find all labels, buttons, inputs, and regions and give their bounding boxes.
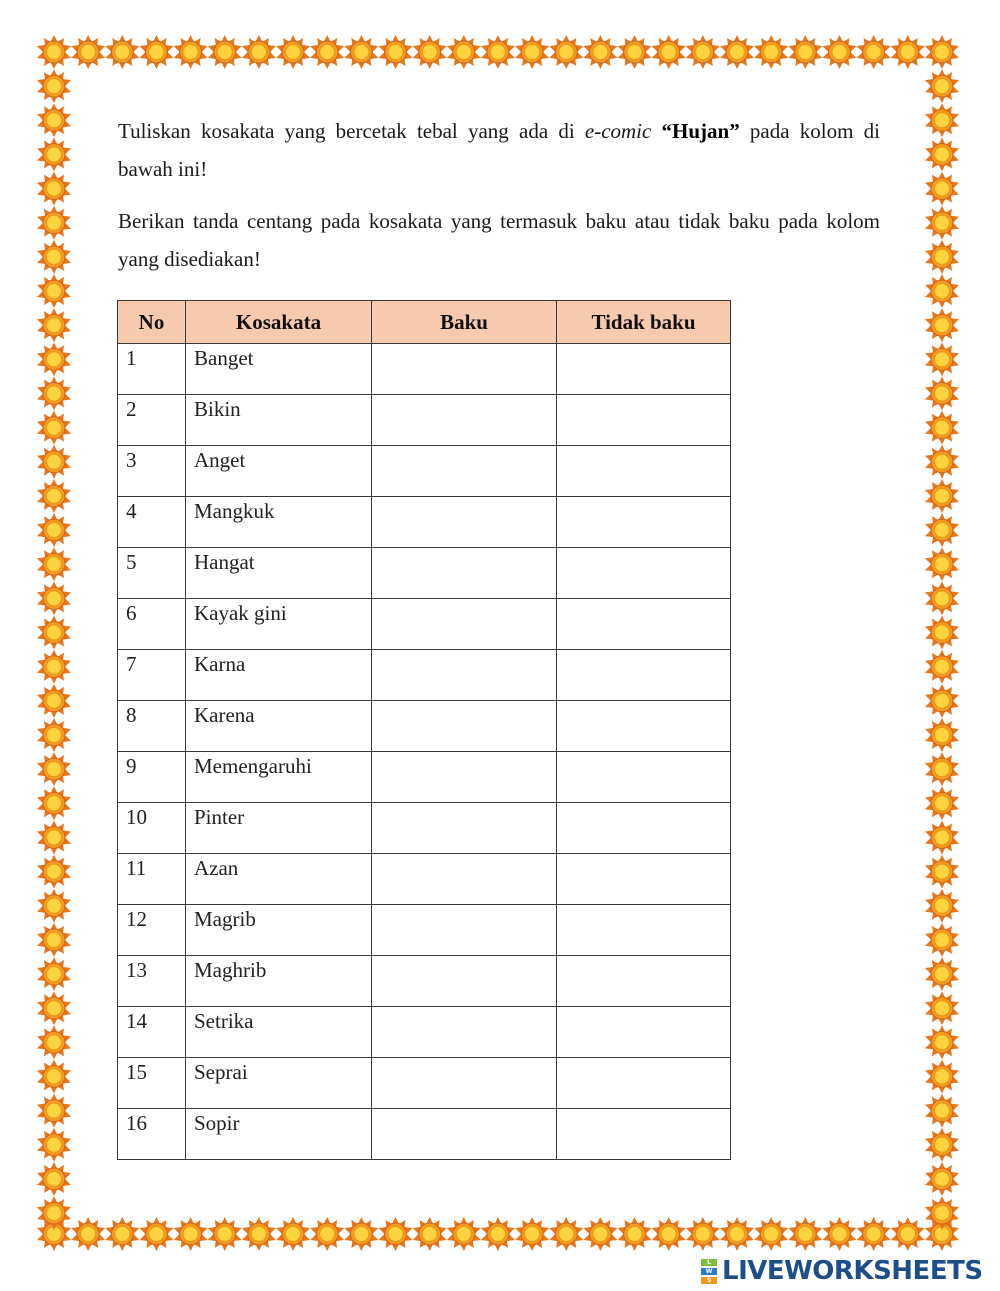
tidak-baku-check-cell[interactable] [557,1007,731,1058]
row-word: Anget [186,446,372,497]
sun-icon [413,1217,447,1251]
sun-icon [720,35,754,69]
sun-icon [925,35,959,69]
ecomic-term: e-comic [584,119,652,143]
row-number: 8 [118,701,186,752]
row-number: 7 [118,650,186,701]
baku-check-cell[interactable] [372,548,557,599]
sun-icon [37,308,71,342]
sun-icon [925,684,959,718]
sun-icon [925,1025,959,1059]
sun-icon [37,377,71,411]
baku-check-cell[interactable] [372,854,557,905]
tidak-baku-check-cell[interactable] [557,956,731,1007]
table-row [118,956,731,1007]
sun-icon [925,1196,959,1230]
sun-icon [37,513,71,547]
tidak-baku-check-cell[interactable] [557,854,731,905]
sun-icon [686,1217,720,1251]
sun-icon [925,513,959,547]
sun-icon [37,616,71,650]
table-row [118,446,731,497]
sun-icon [925,547,959,581]
sun-icon [37,820,71,854]
sun-icon [720,1217,754,1251]
tidak-baku-check-cell[interactable] [557,905,731,956]
badge-letter-w: W [701,1268,717,1275]
sun-icon [37,923,71,957]
sun-icon [174,35,208,69]
row-number: 14 [118,1007,186,1058]
sun-icon [891,1217,925,1251]
table-row [118,395,731,446]
instruction-text-end: pada kolom di bawah ini! [118,119,880,181]
sun-icon [139,1217,173,1251]
table-row [118,1058,731,1109]
sun-icon [208,1217,242,1251]
sun-icon [37,991,71,1025]
row-word: Hangat [186,548,372,599]
table-row [118,599,731,650]
sun-icon [37,411,71,445]
sun-icon [105,35,139,69]
sun-icon [515,1217,549,1251]
instructions [118,112,880,292]
sun-icon [344,1217,378,1251]
comic-title: “Hujan” [661,119,740,143]
sun-icon [208,35,242,69]
table-row [118,497,731,548]
baku-check-cell[interactable] [372,446,557,497]
row-number: 13 [118,956,186,1007]
sun-icon [925,786,959,820]
table-row [118,701,731,752]
row-number: 10 [118,803,186,854]
sun-icon [242,1217,276,1251]
sun-icon [481,1217,515,1251]
sun-icon [925,957,959,991]
baku-check-cell[interactable] [372,650,557,701]
sun-icon [822,1217,856,1251]
sun-icon [925,616,959,650]
sun-icon [37,650,71,684]
tidak-baku-check-cell[interactable] [557,395,731,446]
table-row [118,1109,731,1160]
sun-icon [37,1128,71,1162]
table-row [118,803,731,854]
table-row [118,1007,731,1058]
row-number: 5 [118,548,186,599]
sun-icon [549,35,583,69]
sun-icon [925,172,959,206]
tidak-baku-check-cell[interactable] [557,1109,731,1160]
sun-icon [310,1217,344,1251]
header-no: No [118,301,186,344]
baku-check-cell[interactable] [372,956,557,1007]
sun-icon [37,855,71,889]
table-row [118,854,731,905]
sun-icon [925,855,959,889]
sun-icon [276,35,310,69]
sun-icon [276,1217,310,1251]
sun-icon [618,35,652,69]
row-word: Memengaruhi [186,752,372,803]
sun-icon [37,342,71,376]
row-number: 12 [118,905,186,956]
sun-icon [788,35,822,69]
sun-icon [925,103,959,137]
sun-icon [174,1217,208,1251]
sun-icon [549,1217,583,1251]
sun-icon [618,1217,652,1251]
sun-icon [925,411,959,445]
sun-icon [925,581,959,615]
sun-icon [583,1217,617,1251]
row-word: Mangkuk [186,497,372,548]
instruction-paragraph-1 [118,112,880,188]
sun-icon [37,479,71,513]
sun-icon [583,35,617,69]
liveworksheets-logo [698,1256,983,1286]
header-baku: Baku [372,301,557,344]
row-word: Sopir [186,1109,372,1160]
sun-icon [379,1217,413,1251]
sun-icon [37,752,71,786]
table-row [118,344,731,395]
sun-icon [37,684,71,718]
sun-icon [413,35,447,69]
sun-icon [242,35,276,69]
sun-icon [925,923,959,957]
sun-icon [857,1217,891,1251]
row-word: Banget [186,344,372,395]
row-word: Pinter [186,803,372,854]
row-number: 15 [118,1058,186,1109]
sun-icon [925,206,959,240]
sun-icon [71,1217,105,1251]
sun-icon [925,889,959,923]
sun-icon [37,172,71,206]
baku-check-cell[interactable] [372,1109,557,1160]
sun-icon [925,752,959,786]
sun-icon [105,1217,139,1251]
row-word: Azan [186,854,372,905]
baku-check-cell[interactable] [372,752,557,803]
row-number: 1 [118,344,186,395]
baku-check-cell[interactable] [372,395,557,446]
row-number: 9 [118,752,186,803]
sun-icon [37,1162,71,1196]
sun-icon [925,274,959,308]
liveworksheets-wordmark: LIVEWORKSHEETS [722,1256,983,1286]
row-word: Magrib [186,905,372,956]
sun-icon [652,35,686,69]
tidak-baku-check-cell[interactable] [557,1058,731,1109]
sun-icon [925,1094,959,1128]
sun-icon [515,35,549,69]
tidak-baku-check-cell[interactable] [557,446,731,497]
row-number: 6 [118,599,186,650]
sun-icon [37,206,71,240]
tidak-baku-check-cell[interactable] [557,803,731,854]
liveworksheets-badge-icon [698,1258,720,1285]
sun-icon [37,69,71,103]
tidak-baku-check-cell[interactable] [557,752,731,803]
table-row [118,752,731,803]
sun-icon [925,820,959,854]
row-word: Karna [186,650,372,701]
baku-check-cell[interactable] [372,905,557,956]
baku-check-cell[interactable] [372,497,557,548]
sun-icon [652,1217,686,1251]
baku-check-cell[interactable] [372,1058,557,1109]
sun-icon [37,889,71,923]
sun-icon [925,69,959,103]
sun-icon [925,137,959,171]
sun-icon [754,35,788,69]
sun-icon [925,991,959,1025]
sun-icon [891,35,925,69]
baku-check-cell[interactable] [372,803,557,854]
sun-icon [310,35,344,69]
sun-icon [925,650,959,684]
sun-icon [447,1217,481,1251]
tidak-baku-check-cell[interactable] [557,650,731,701]
sun-icon [37,1196,71,1230]
sun-icon [139,35,173,69]
row-word: Maghrib [186,956,372,1007]
table-row [118,548,731,599]
baku-check-cell[interactable] [372,599,557,650]
sun-icon [925,240,959,274]
sun-icon [37,957,71,991]
sun-icon [37,1060,71,1094]
row-number: 16 [118,1109,186,1160]
sun-icon [925,718,959,752]
sun-icon [686,35,720,69]
sun-icon [925,308,959,342]
sun-icon [925,479,959,513]
sun-icon [925,377,959,411]
instruction-paragraph-2: Berikan tanda centang pada kosakata yang termasuk baku atau tidak baku pada kolom yang disediakan! [118,209,880,271]
sun-icon [37,581,71,615]
header-tidak-baku: Tidak baku [557,301,731,344]
table-header-row [118,301,731,344]
row-word: Seprai [186,1058,372,1109]
sun-icon [481,35,515,69]
sun-icon [37,1094,71,1128]
sun-icon [37,103,71,137]
row-number: 4 [118,497,186,548]
row-number: 2 [118,395,186,446]
row-number: 11 [118,854,186,905]
sun-icon [37,718,71,752]
sun-icon [37,786,71,820]
tidak-baku-check-cell[interactable] [557,701,731,752]
sun-icon [447,35,481,69]
row-word: Karena [186,701,372,752]
sun-icon [37,240,71,274]
sun-icon [925,1128,959,1162]
tidak-baku-check-cell[interactable] [557,497,731,548]
header-kosakata: Kosakata [186,301,372,344]
sun-icon [925,445,959,479]
sun-icon [37,35,71,69]
sun-icon [379,35,413,69]
sun-icon [37,1025,71,1059]
sun-icon [754,1217,788,1251]
baku-check-cell[interactable] [372,344,557,395]
row-word: Bikin [186,395,372,446]
table-row [118,905,731,956]
vocabulary-table [117,300,731,1160]
baku-check-cell[interactable] [372,1007,557,1058]
sun-icon [71,35,105,69]
sun-icon [857,35,891,69]
sun-icon [788,1217,822,1251]
table-row [118,650,731,701]
badge-letter-l: L [701,1259,717,1266]
sun-icon [37,445,71,479]
row-number: 3 [118,446,186,497]
tidak-baku-check-cell[interactable] [557,548,731,599]
sun-icon [344,35,378,69]
tidak-baku-check-cell[interactable] [557,344,731,395]
baku-check-cell[interactable] [372,701,557,752]
row-word: Setrika [186,1007,372,1058]
sun-icon [37,137,71,171]
tidak-baku-check-cell[interactable] [557,599,731,650]
instruction-text: Tuliskan kosakata yang bercetak tebal yang ada di [118,119,585,143]
sun-icon [925,1060,959,1094]
sun-icon [37,547,71,581]
sun-icon [925,1162,959,1196]
badge-letter-s: S [701,1277,717,1284]
row-word: Kayak gini [186,599,372,650]
sun-icon [37,274,71,308]
sun-icon [925,342,959,376]
sun-icon [822,35,856,69]
